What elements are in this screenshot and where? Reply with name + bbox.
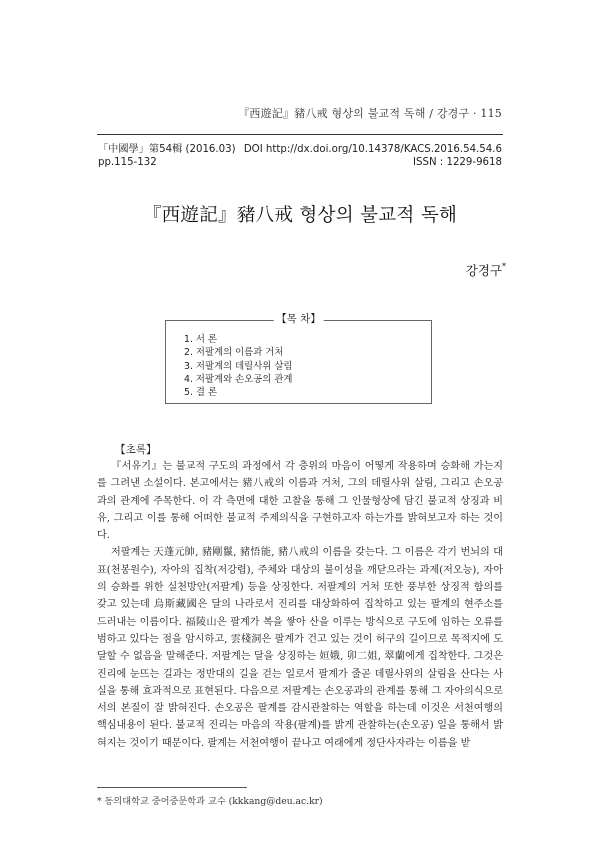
doi: DOI http://dx.doi.org/10.14378/KACS.2016.54.54.6 bbox=[243, 144, 502, 155]
author-footnote-mark: * bbox=[502, 262, 506, 271]
table-of-contents bbox=[165, 313, 432, 404]
abstract-paragraph: 저팔계는 天蓬元帥, 豬剛鬣, 豬悟能, 豬八戒의 이름을 갖는다. 그 이름은 각기 번뇌의 대표(천봉원수), 자아의 집착(저강렵), 주체와 대상의 불이성을 깨닫으라는 과제(저오능), 자아의 승화를 위한 실천방안(저팔계) 등을 상징한다. 저팔계의 거처 또한 풍부한 상징적 함의를 갖고 있는데 烏斯藏國은 달의 나라로서 진리를 대상화하여 집착하고 있는 팔계의 현주소를 드러내는 이름이다. 福陵山은 팔계가 복을 쌓아 산을 이루는 방식으로 구도에 임하는 오류를 범하고 있다는 점을 암시하고, 雲棧洞은 팔계가 건고 있는 것이 허구의 길이므로 목적지에 도달할 수 없음을 말해준다. 저팔계는 달을 상징하는 姮娥, 卯二姐, 翠蘭에게 집착한다. 그것은 진리에 눈뜨는 길과는 정반대의 길을 걷는 일로서 팔계가 줄곧 데릴사위의 살림을 산다는 사실을 통해 효과적으로 표현된다. 다음으로 저팔계는 손오공과의 관계를 통해 그 자아의식으로서의 본질이 잘 밝혀진다. 손오공은 팔계를 감시관찰하는 역할을 하는데 이것은 서천여행의 핵심내용이 된다. 불교적 진리는 마음의 작용(팔계)를 밝게 관찰하는(손오공) 일을 통해서 밝혀지는 것이기 때문이다. 팔계는 서천여행이 끝나고 여래에게 정단사자라는 이름을 받 bbox=[97, 547, 503, 749]
toc-item: 2. 저팔계의 이름과 거처 bbox=[184, 347, 284, 359]
toc-item: 5. 결 론 bbox=[184, 387, 218, 399]
abstract-label: 【초록】 bbox=[115, 444, 157, 456]
toc-item: 3. 저팔계의 데릴사위 살림 bbox=[184, 360, 293, 372]
toc-list bbox=[184, 333, 292, 399]
running-header: 『西遊記』豬八戒 형상의 불교적 독해 / 강경구 · 115 bbox=[238, 107, 502, 120]
header-rule bbox=[97, 134, 503, 135]
author-name: 강경구 bbox=[465, 263, 502, 278]
journal-meta bbox=[98, 143, 236, 169]
author bbox=[466, 261, 506, 279]
toc-item: 4. 저팔계와 손오공의 관계 bbox=[184, 373, 293, 385]
footnote-rule bbox=[97, 787, 247, 788]
author-footnote: * 동의대학교 중어중문학과 교수 (kkkang@deu.ac.kr) bbox=[97, 796, 323, 807]
toc-item: 1. 서 론 bbox=[184, 334, 218, 345]
page-range: pp.115-132 bbox=[98, 157, 157, 168]
doi-meta bbox=[244, 143, 502, 169]
journal-name: 「中國學」第54輯 (2016.03) bbox=[98, 144, 236, 155]
abstract-body bbox=[97, 458, 503, 752]
toc-title: 【목 차】 bbox=[273, 312, 324, 326]
issn: ISSN : 1229-9618 bbox=[413, 157, 502, 168]
paper-title: 『西遊記』豬八戒 형상의 불교적 독해 bbox=[142, 205, 458, 226]
abstract-paragraph: 『서유기』는 불교적 구도의 과정에서 각 층위의 마음이 어떻게 작용하며 승화해 가는지를 그려낸 소설이다. 본고에서는 豬八戒의 이름과 거처, 그의 데릴사위 살림, 그리고 손오공과의 관계에 주목한다. 이 각 측면에 대한 고찰을 통해 그 인물형상에 담긴 불교적 상징과 비유, 그리고 이를 통해 어떠한 불교적 주제의식을 구현하고자 하는가를 밝혀보고자 하는 것이다. bbox=[97, 461, 503, 542]
